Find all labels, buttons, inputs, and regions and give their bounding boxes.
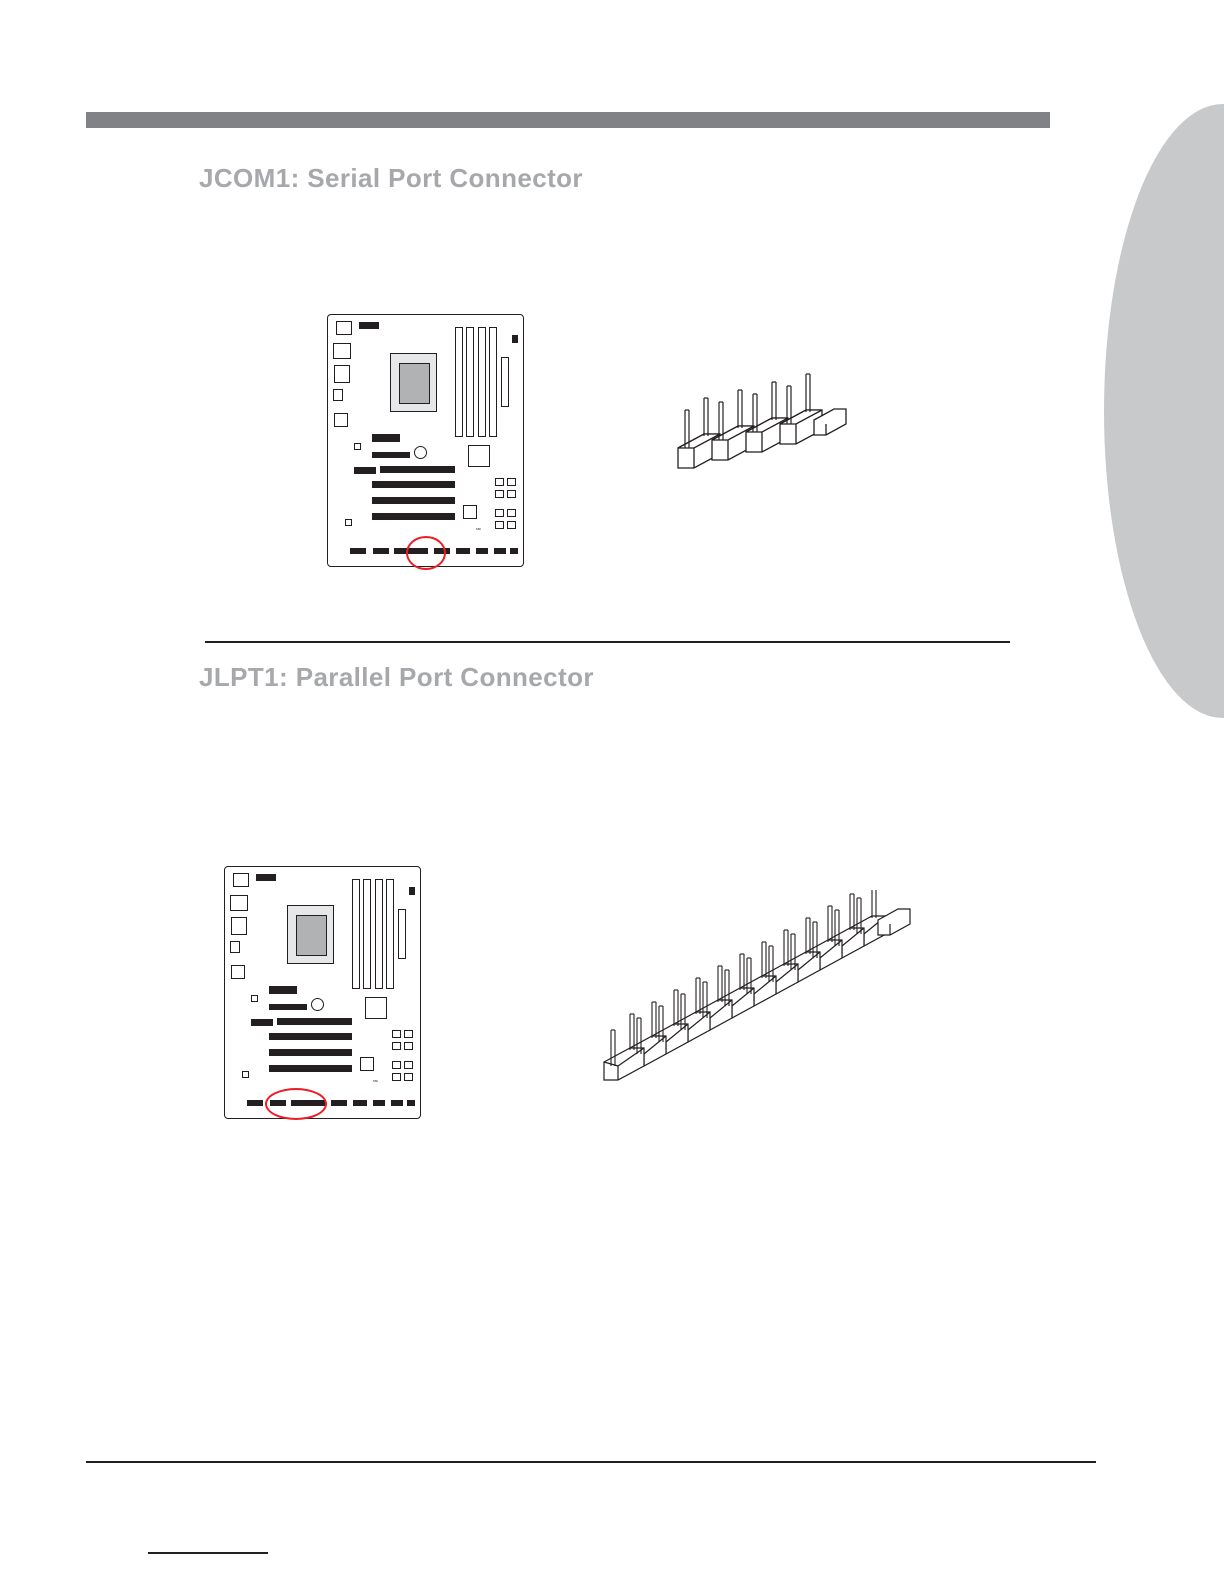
board-part-dimm-slot bbox=[466, 327, 474, 437]
page-bottom-rule bbox=[86, 1461, 1096, 1463]
board-part-cpu-die bbox=[399, 363, 430, 404]
board-part-jumper bbox=[345, 519, 352, 526]
board-part-pcie-slot bbox=[372, 497, 455, 504]
section-heading-parallel: JLPT1: Parallel Port Connector bbox=[199, 662, 594, 692]
board-part-pcie-slot bbox=[372, 481, 455, 488]
board-part-chip-small bbox=[231, 965, 245, 979]
board-part-sata-port bbox=[495, 509, 504, 517]
board-part-sata-port bbox=[495, 521, 504, 529]
board-part-pcie-slot bbox=[372, 513, 455, 520]
board-part-cpu-socket bbox=[287, 905, 334, 964]
board-part-chipset-strip bbox=[372, 434, 400, 442]
board-part-audio-jack bbox=[333, 389, 343, 401]
board-part-pcie-x1 bbox=[269, 1004, 307, 1010]
board-part-connector-strip bbox=[256, 874, 276, 881]
board-part-sata-port bbox=[507, 478, 516, 486]
board-part-io-block bbox=[233, 873, 249, 887]
board-part-atx-power bbox=[501, 357, 509, 407]
motherboard-diagram-parallel: MSI bbox=[224, 866, 421, 1119]
board-part-pcie-slot bbox=[354, 467, 376, 474]
highlight-circle-jlpt1 bbox=[265, 1088, 327, 1120]
board-part-connector-strip bbox=[359, 322, 379, 329]
board-part-sata-port bbox=[404, 1061, 413, 1069]
board-part-dimm-slot bbox=[352, 879, 360, 989]
board-bottom-connector bbox=[456, 548, 470, 554]
board-bottom-connector bbox=[373, 548, 389, 554]
board-part-pcie-slot bbox=[269, 1065, 352, 1072]
board-part-dimm-slot bbox=[363, 879, 371, 989]
board-part-sata-port bbox=[495, 490, 504, 498]
board-bottom-connector bbox=[494, 548, 506, 554]
board-part-sata-port bbox=[392, 1061, 401, 1069]
board-part-sata-port bbox=[507, 509, 516, 517]
board-part-audio-jack bbox=[230, 941, 240, 953]
board-part-fan-header bbox=[512, 335, 518, 343]
board-part-sata-port bbox=[507, 521, 516, 529]
board-part-chip-small bbox=[334, 413, 348, 427]
board-part-jumper bbox=[242, 1071, 249, 1078]
board-part-chip bbox=[360, 1057, 374, 1071]
board-part-chip bbox=[463, 505, 477, 519]
board-part-dimm-slot bbox=[386, 879, 394, 989]
board-part-dimm-slot bbox=[489, 327, 497, 437]
board-part-dimm-slot bbox=[478, 327, 486, 437]
board-part-sata-port bbox=[404, 1042, 413, 1050]
board-part-cpu-socket bbox=[390, 353, 437, 412]
board-part-jumper bbox=[251, 995, 258, 1002]
board-part-pcie-slot bbox=[277, 1018, 352, 1025]
parallel-port-pin-header-illustration bbox=[560, 890, 940, 1120]
board-part-sata-port bbox=[404, 1030, 413, 1038]
parallel-connector-caption bbox=[0, 0, 1, 1]
board-part-sata-port bbox=[392, 1030, 401, 1038]
board-bottom-connector bbox=[476, 548, 488, 554]
section-divider-rule bbox=[205, 641, 1010, 643]
board-part-pcie-slot bbox=[269, 1033, 352, 1040]
board-bottom-connector bbox=[247, 1100, 263, 1106]
page-footer-mark bbox=[148, 1552, 268, 1554]
board-bottom-connector bbox=[407, 1100, 415, 1106]
board-part-rear-io bbox=[334, 365, 350, 383]
board-part-io-block bbox=[336, 321, 352, 335]
board-bottom-connector bbox=[373, 1100, 385, 1106]
board-part-io-shield bbox=[333, 343, 351, 359]
motherboard-diagram-serial: MSI bbox=[327, 314, 524, 567]
serial-connector-caption bbox=[0, 0, 1, 1]
board-part-pcie-slot bbox=[380, 466, 455, 473]
board-bottom-connector bbox=[510, 548, 518, 554]
board-part-sata-port bbox=[392, 1073, 401, 1081]
board-part-battery bbox=[311, 998, 324, 1011]
board-part-pcie-slot bbox=[269, 1049, 352, 1056]
board-bottom-connector bbox=[353, 1100, 367, 1106]
board-part-cpu-die bbox=[296, 915, 327, 956]
board-part-pcie-slot bbox=[251, 1019, 273, 1026]
board-part-rear-io bbox=[231, 917, 247, 935]
board-part-sata-port bbox=[507, 490, 516, 498]
board-part-sata-port bbox=[392, 1042, 401, 1050]
board-part-battery bbox=[414, 446, 427, 459]
board-part-pcie-x1 bbox=[372, 452, 410, 458]
board-bottom-connector bbox=[391, 1100, 403, 1106]
board-part-dimm-slot bbox=[375, 879, 383, 989]
board-bottom-connector-jcom1 bbox=[331, 1100, 347, 1106]
board-part-sata-port bbox=[495, 478, 504, 486]
section-heading-serial: JCOM1: Serial Port Connector bbox=[199, 163, 583, 193]
board-part-sata-port bbox=[404, 1073, 413, 1081]
page-side-arc-decoration bbox=[1104, 104, 1224, 718]
board-part-chipset bbox=[468, 445, 490, 467]
board-part-fan-header bbox=[409, 887, 415, 895]
board-part-dimm-slot bbox=[455, 327, 463, 437]
board-part-atx-power bbox=[398, 909, 406, 959]
board-part-io-shield bbox=[230, 895, 248, 911]
board-part-chipset bbox=[365, 997, 387, 1019]
serial-port-pin-header-illustration bbox=[660, 362, 860, 502]
board-part-jumper bbox=[354, 443, 361, 450]
board-part-chipset-strip bbox=[269, 986, 297, 994]
board-bottom-connector bbox=[350, 548, 366, 554]
highlight-circle-jcom1 bbox=[406, 536, 446, 570]
page-top-rule bbox=[86, 112, 1050, 128]
